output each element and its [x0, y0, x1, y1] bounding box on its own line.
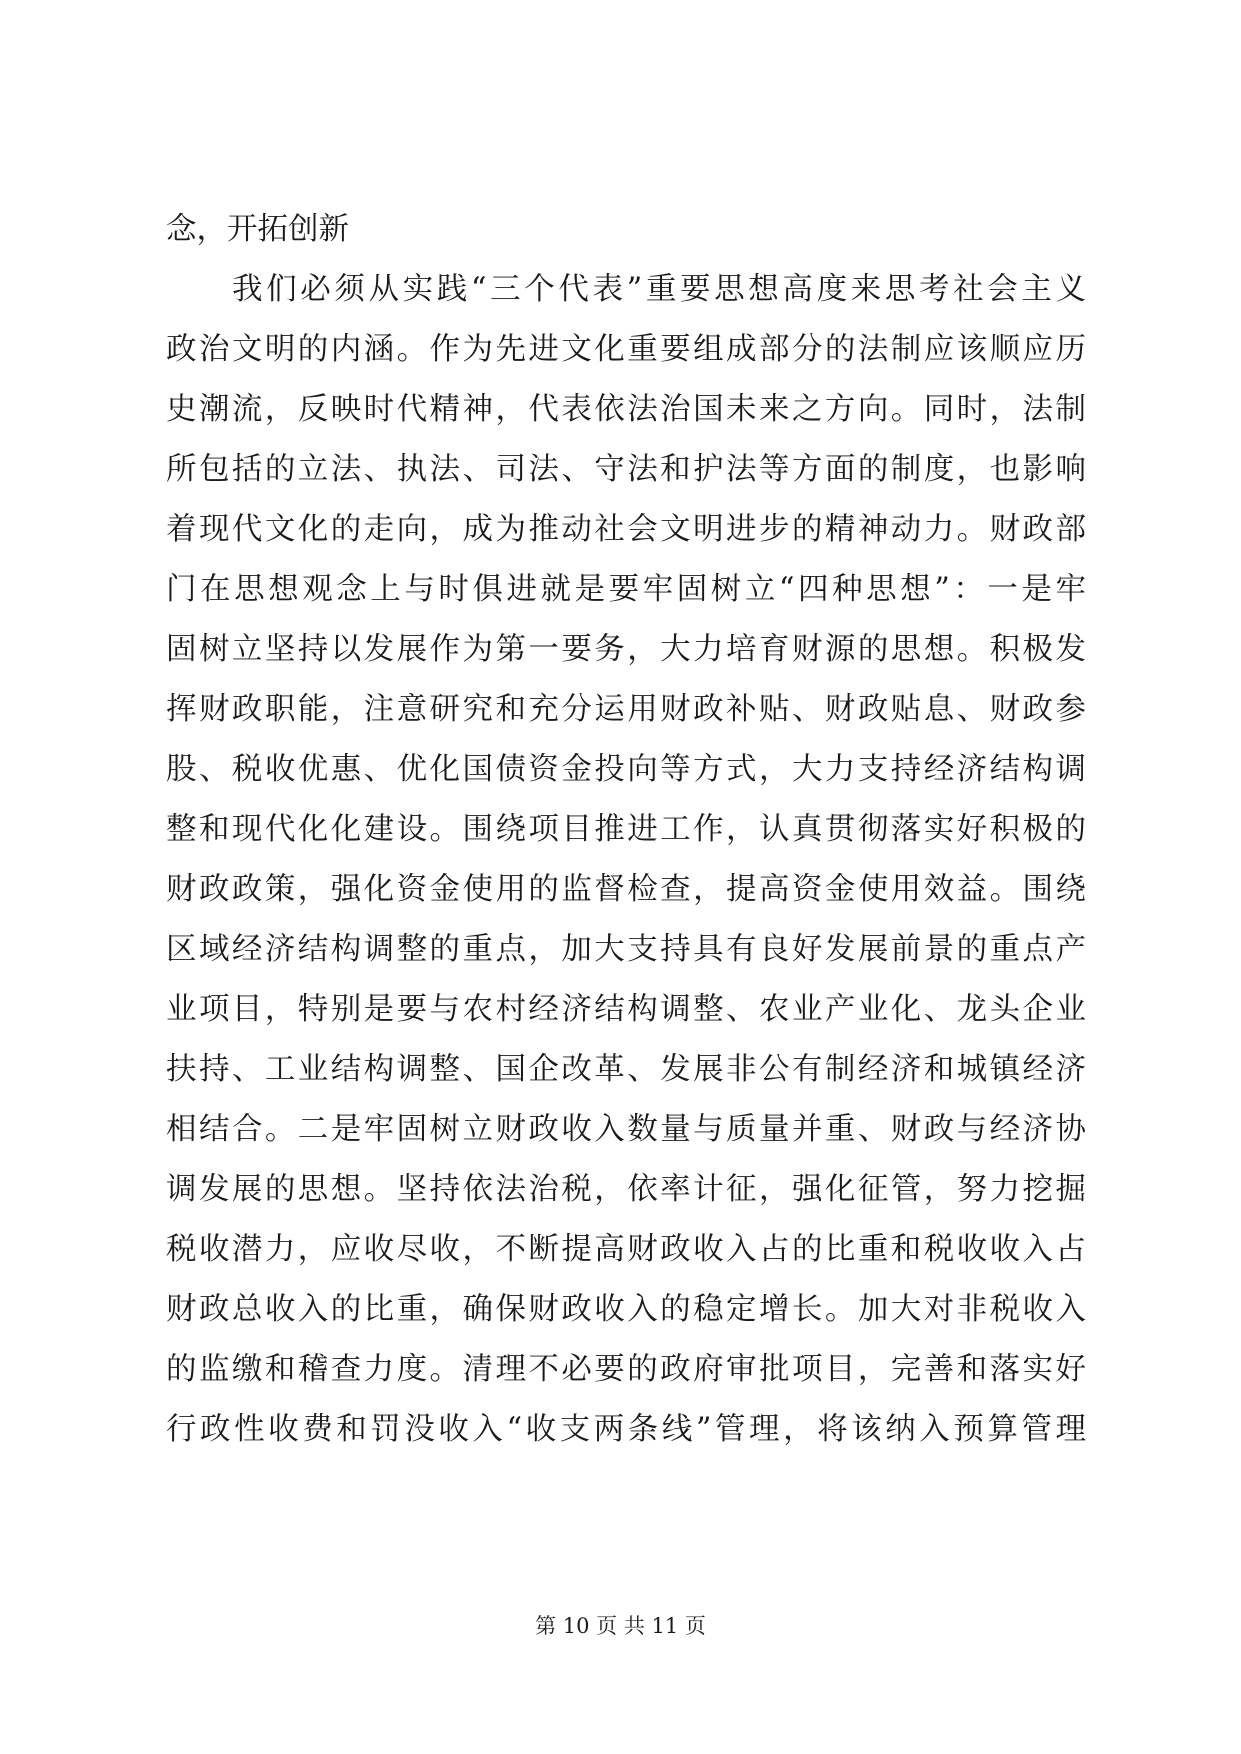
text-line: 扶持、工业结构调整、国企改革、发展非公有制经济和城镇经济 [166, 1052, 1086, 1087]
text-line: 政治文明的内涵。作为先进文化重要组成部分的法制应该顺应历 [166, 332, 1086, 367]
text-line: 整和现代化化建设。围绕项目推进工作，认真贯彻落实好积极的 [166, 812, 1086, 847]
text-line: 的监缴和稽查力度。清理不必要的政府审批项目，完善和落实好 [166, 1352, 1086, 1387]
page-number: 第 10 页 共 11 页 [535, 1614, 706, 1638]
body-text [166, 200, 1086, 1460]
text-line: 史潮流，反映时代精神，代表依法治国未来之方向。同时，法制 [166, 392, 1086, 427]
text-line: 财政总收入的比重，确保财政收入的稳定增长。加大对非税收入 [166, 1292, 1086, 1327]
text-line: 调发展的思想。坚持依法治税，依率计征，强化征管，努力挖掘 [166, 1172, 1086, 1207]
text-line: 挥财政职能，注意研究和充分运用财政补贴、财政贴息、财政参 [166, 692, 1086, 727]
text-line: 着现代文化的走向，成为推动社会文明进步的精神动力。财政部 [166, 512, 1086, 547]
text-line: 门在思想观念上与时俱进就是要牢固树立“四种思想”：一是牢 [166, 572, 1086, 607]
text-line: 财政政策，强化资金使用的监督检查，提高资金使用效益。围绕 [166, 872, 1086, 907]
text-line: 所包括的立法、执法、司法、守法和护法等方面的制度，也影响 [166, 452, 1086, 487]
page-footer [0, 1611, 1241, 1641]
text-line: 念，开拓创新 [166, 212, 349, 247]
text-line: 区域经济结构调整的重点，加大支持具有良好发展前景的重点产 [166, 932, 1086, 967]
text-line: 业项目，特别是要与农村经济结构调整、农业产业化、龙头企业 [166, 992, 1086, 1027]
text-line: 相结合。二是牢固树立财政收入数量与质量并重、财政与经济协 [166, 1112, 1086, 1147]
text-line: 税收潜力，应收尽收，不断提高财政收入占的比重和税收收入占 [166, 1232, 1086, 1267]
text-line: 固树立坚持以发展作为第一要务，大力培育财源的思想。积极发 [166, 632, 1086, 667]
text-line: 行政性收费和罚没收入“收支两条线”管理，将该纳入预算管理 [166, 1412, 1086, 1447]
paragraph-first-line: 我们必须从实践“三个代表”重要思想高度来思考社会主义 [232, 272, 1086, 307]
text-line: 股、税收优惠、优化国债资金投向等方式，大力支持经济结构调 [166, 752, 1086, 787]
